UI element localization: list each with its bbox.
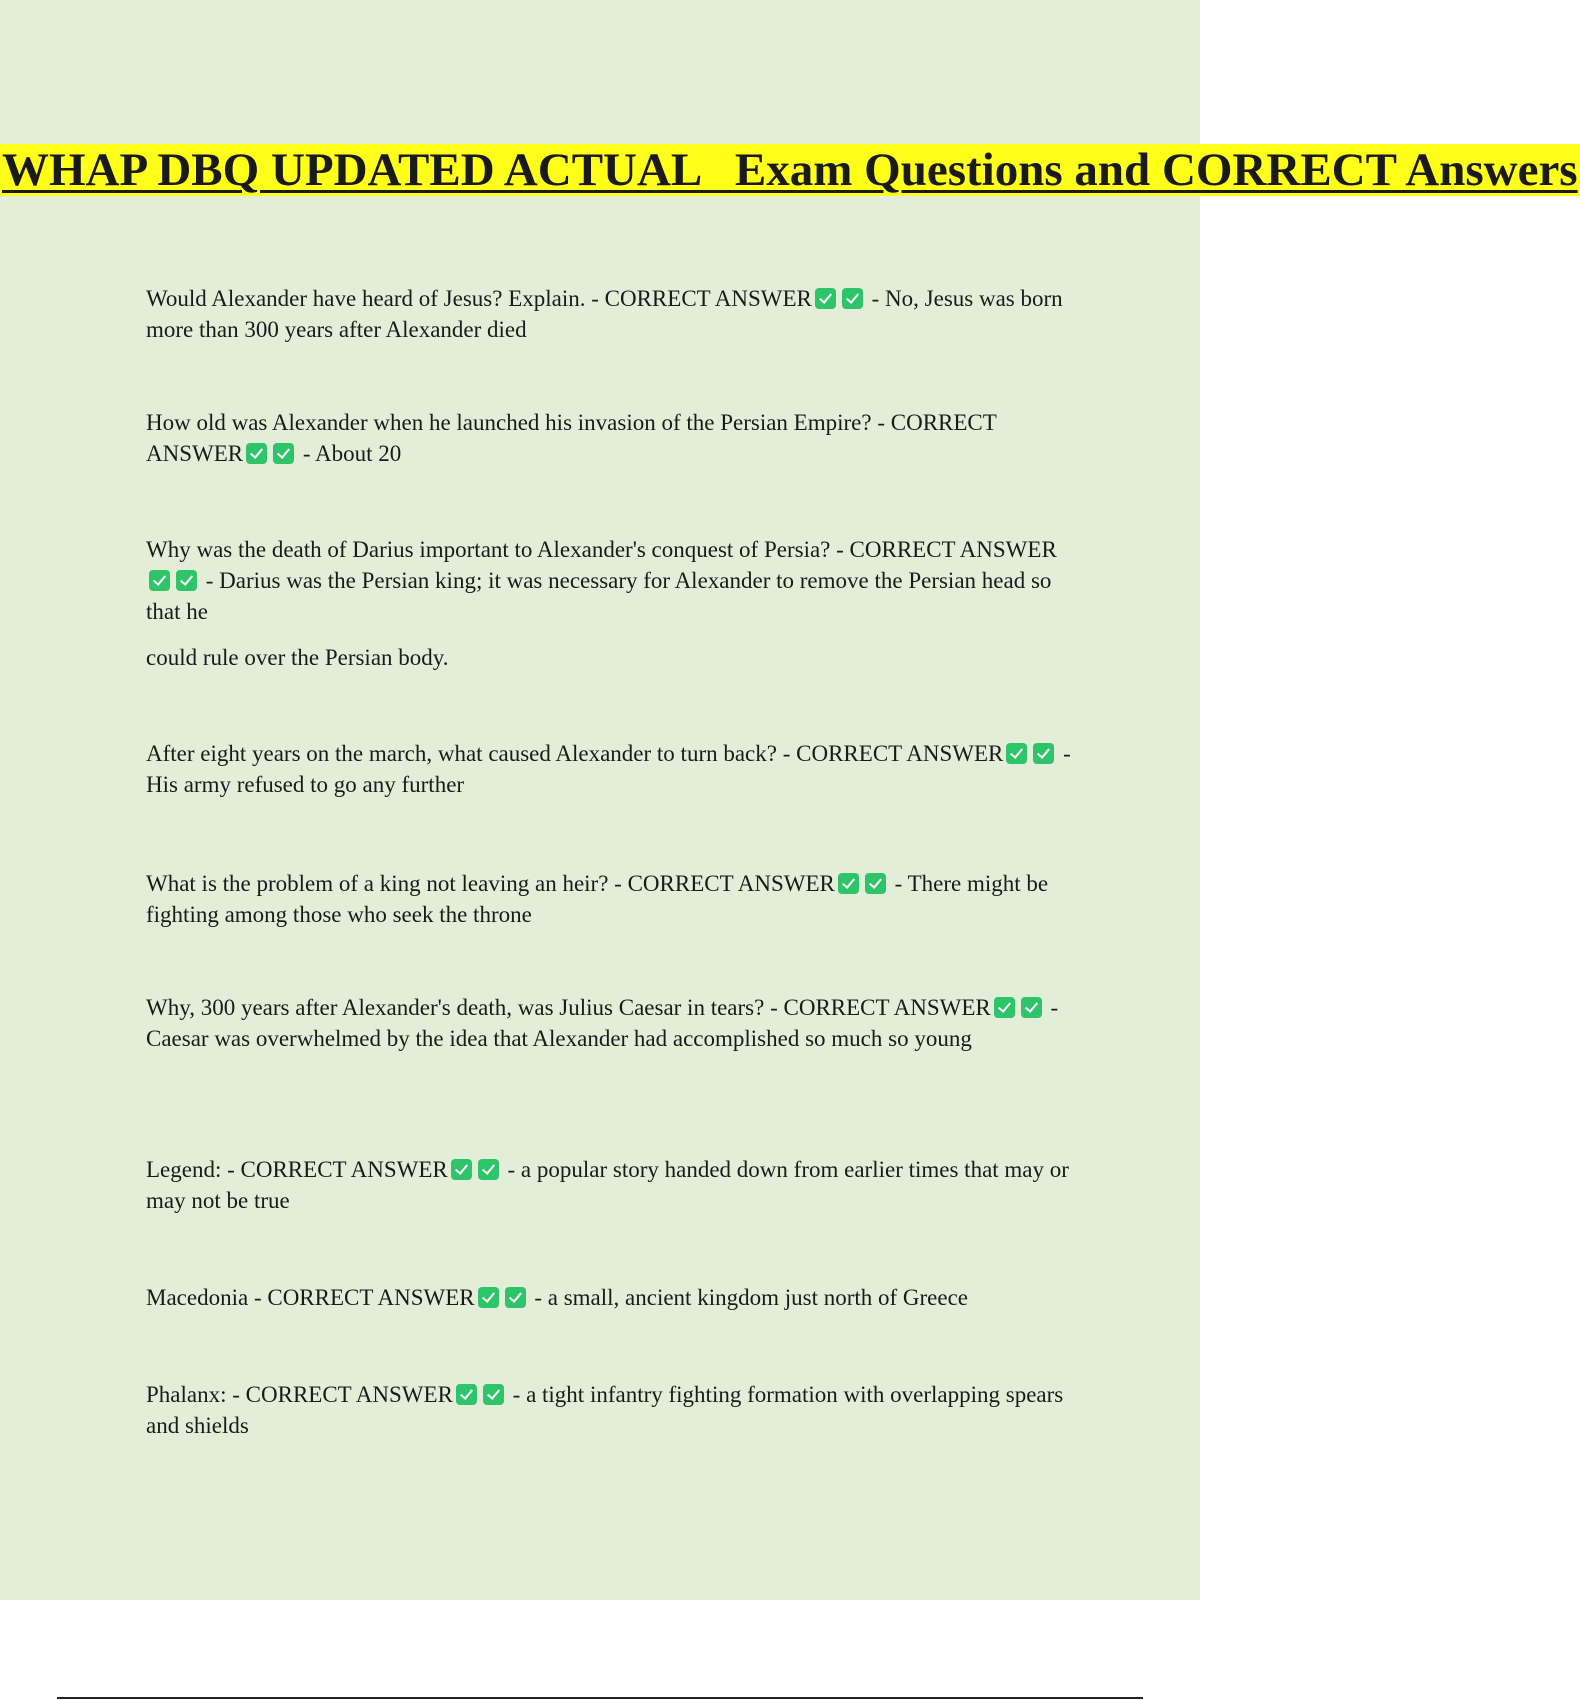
footer-divider bbox=[57, 1697, 1143, 1699]
question-text: Macedonia bbox=[146, 1285, 249, 1310]
answer-text: - About 20 bbox=[302, 441, 402, 466]
qa-text bbox=[146, 868, 1076, 930]
qa-text bbox=[146, 1282, 1076, 1313]
qa-item bbox=[146, 1154, 1076, 1216]
green-check-box-icon bbox=[456, 1384, 477, 1405]
answer-text: - No, Jesus was born more than 300 years after Alexander died bbox=[146, 286, 1063, 342]
qa-item bbox=[146, 868, 1076, 930]
green-check-box-icon bbox=[815, 288, 836, 309]
qa-text bbox=[146, 738, 1076, 800]
answer-marker: - CORRECT ANSWER bbox=[221, 1157, 448, 1182]
qa-text bbox=[146, 1379, 1076, 1441]
qa-item bbox=[146, 992, 1076, 1054]
green-check-box-icon bbox=[994, 997, 1015, 1018]
green-check-box-icon bbox=[478, 1159, 499, 1180]
answer-marker: - CORRECT ANSWER bbox=[764, 995, 991, 1020]
qa-text bbox=[146, 407, 1076, 469]
answer-text: - a popular story handed down from earlier times that may or may not be true bbox=[146, 1157, 1069, 1213]
document-title-text: WHAP DBQ UPDATED ACTUAL Exam Questions and CORRECT Answers bbox=[2, 144, 1578, 196]
answer-text: - Caesar was overwhelmed by the idea that Alexander had accomplished so much so young bbox=[146, 995, 1059, 1051]
answer-marker: - CORRECT ANSWER bbox=[585, 286, 812, 311]
green-check-box-icon bbox=[1021, 997, 1042, 1018]
answer-text: - There might be fighting among those who seek the throne bbox=[146, 871, 1049, 927]
green-check-box-icon bbox=[149, 570, 170, 591]
green-check-box-icon bbox=[273, 443, 294, 464]
green-check-box-icon bbox=[246, 443, 267, 464]
answer-text: - Darius was the Persian king; it was necessary for Alexander to remove the Persian head so that he bbox=[146, 568, 1052, 624]
qa-text bbox=[146, 534, 1076, 627]
green-check-box-icon bbox=[483, 1384, 504, 1405]
qa-text bbox=[146, 283, 1076, 345]
green-check-box-icon bbox=[176, 570, 197, 591]
green-check-box-icon bbox=[505, 1287, 526, 1308]
green-check-box-icon bbox=[1006, 743, 1027, 764]
question-text: What is the problem of a king not leaving an heir? bbox=[146, 871, 609, 896]
green-check-box-icon bbox=[451, 1159, 472, 1180]
document-title bbox=[0, 140, 1578, 200]
answer-marker: - CORRECT ANSWER bbox=[830, 537, 1057, 562]
qa-item bbox=[146, 1379, 1076, 1441]
qa-item bbox=[146, 407, 1076, 469]
green-check-box-icon bbox=[842, 288, 863, 309]
question-text: Why, 300 years after Alexander's death, was Julius Caesar in tears? bbox=[146, 995, 765, 1020]
answer-text: - His army refused to go any further bbox=[146, 741, 1071, 797]
question-text: How old was Alexander when he launched his invasion of the Persian Empire? bbox=[146, 410, 872, 435]
question-text: Why was the death of Darius important to Alexander's conquest of Persia? bbox=[146, 537, 831, 562]
green-check-box-icon bbox=[478, 1287, 499, 1308]
qa-item bbox=[146, 1282, 1076, 1313]
question-text: Phalanx: bbox=[146, 1382, 227, 1407]
answer-text: - a small, ancient kingdom just north of Greece bbox=[534, 1285, 969, 1310]
green-check-box-icon bbox=[1033, 743, 1054, 764]
green-check-box-icon bbox=[838, 873, 859, 894]
question-text: Legend: bbox=[146, 1157, 222, 1182]
qa-item bbox=[146, 738, 1076, 800]
answer-marker: - CORRECT ANSWER bbox=[146, 410, 997, 466]
answer-continuation: could rule over the Persian body. bbox=[146, 645, 449, 670]
answer-text: - a tight infantry fighting formation with overlapping spears and shields bbox=[146, 1382, 1064, 1438]
question-text: After eight years on the march, what caused Alexander to turn back? bbox=[146, 741, 777, 766]
qa-item bbox=[146, 534, 1076, 673]
qa-item bbox=[146, 283, 1076, 345]
answer-marker: - CORRECT ANSWER bbox=[608, 871, 835, 896]
qa-text bbox=[146, 1154, 1076, 1216]
green-check-box-icon bbox=[865, 873, 886, 894]
answer-marker: - CORRECT ANSWER bbox=[776, 741, 1004, 766]
qa-text bbox=[146, 992, 1076, 1054]
answer-marker: - CORRECT ANSWER bbox=[226, 1382, 453, 1407]
answer-marker: - CORRECT ANSWER bbox=[248, 1285, 475, 1310]
question-text: Would Alexander have heard of Jesus? Explain. bbox=[146, 286, 586, 311]
